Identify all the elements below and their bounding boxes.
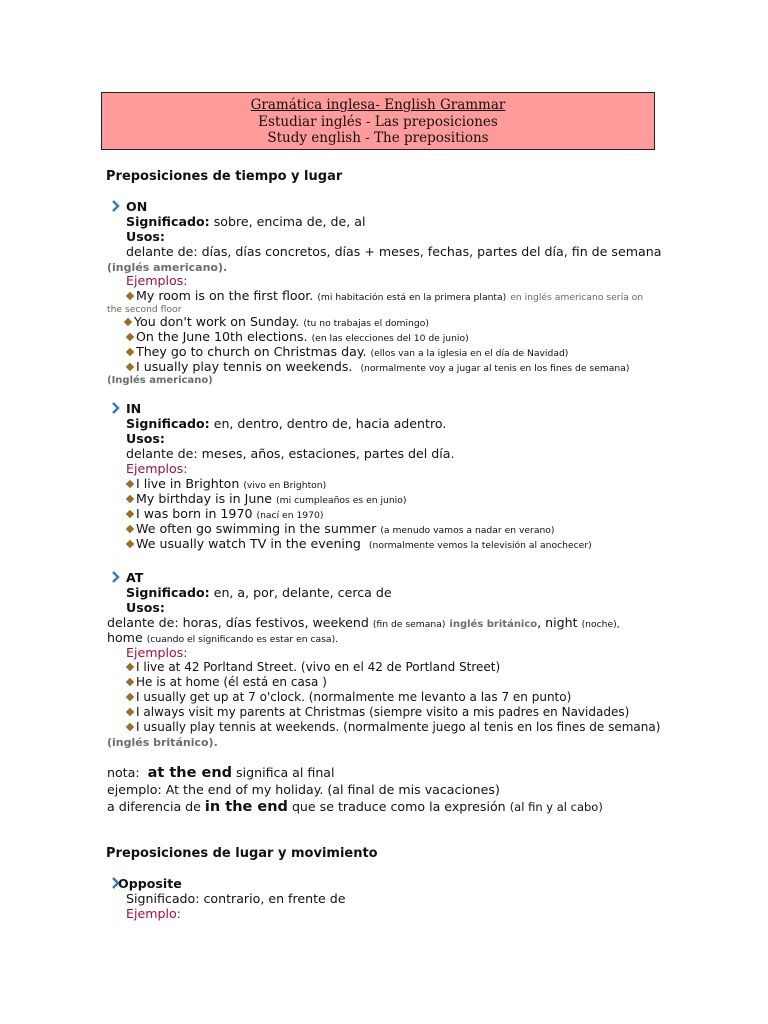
on-usos-text: delante de: días, días concretos, días + meses, fechas, partes del día, fin de semana [126, 244, 662, 259]
at-usos-text: delante de: horas, días festivos, weekend (fin de semana) inglés británico, night (noche), [107, 615, 620, 630]
diamond-bullet-icon [126, 292, 134, 300]
diamond-bullet-icon [126, 693, 134, 701]
at-example-2: He is at home (él está en casa ) [126, 675, 327, 690]
in-example-5: We usually watch TV in the evening (normalmente vemos la televisión al anochecer) [126, 536, 592, 553]
diamond-bullet-icon [126, 540, 134, 548]
in-example-4: We often go swimming in the summer (a menudo vamos a nadar en verano) [126, 521, 555, 538]
diamond-bullet-icon [126, 495, 134, 503]
section-heading-lugar-movimiento: Preposiciones de lugar y movimiento [106, 846, 378, 861]
title-box [101, 92, 655, 150]
at-example-5-note: (inglés británico). [107, 736, 218, 749]
title-line-3: Study english - The prepositions [267, 130, 489, 146]
nota-line-3: a diferencia de in the end que se traduce como la expresión (al fin y al cabo) [107, 799, 603, 815]
on-example-1-note: the second floor [107, 304, 182, 315]
on-example-2: You don't work on Sunday. (tu no trabajas el domingo) [124, 314, 429, 331]
at-heading: AT [126, 570, 144, 585]
diamond-bullet-icon [126, 348, 134, 356]
opposite-significado: Significado: contrario, en frente de [126, 891, 346, 906]
at-usos-text-2: home (cuando el significando es estar en casa). [107, 630, 339, 645]
diamond-bullet-icon [126, 480, 134, 488]
on-example-4: They go to church on Christmas day. (ellos van a la iglesia en el día de Navidad) [126, 344, 568, 361]
diamond-bullet-icon [126, 663, 134, 671]
at-example-4: I always visit my parents at Christmas (siempre visito a mis padres en Navidades) [126, 705, 629, 720]
section-heading-tiempo-lugar: Preposiciones de tiempo y lugar [106, 169, 343, 184]
on-usos-label: Usos: [126, 229, 165, 244]
in-significado: Significado: en, dentro, dentro de, hacia adentro. [126, 416, 447, 431]
at-example-5: I usually play tennis at weekends. (normalmente juego al tenis en los fines de semana) [126, 720, 660, 735]
on-usos-note: (inglés americano). [107, 261, 228, 274]
on-significado: Significado: sobre, encima de, de, al [126, 214, 366, 229]
diamond-bullet-icon [126, 708, 134, 716]
chevron-right-icon [112, 571, 120, 583]
at-ejemplos-label: Ejemplos: [126, 645, 188, 660]
on-heading: ON [126, 199, 148, 214]
diamond-bullet-icon [126, 363, 134, 371]
at-example-3: I usually get up at 7 o'clock. (normalmente me levanto a las 7 en punto) [126, 690, 571, 705]
opposite-heading: Opposite [118, 876, 182, 891]
diamond-bullet-icon [126, 723, 134, 731]
nota-line-1: nota: at the end significa al final [107, 765, 335, 781]
on-example-1: My room is on the first floor. (mi habitación está en la primera planta) en inglés americano sería on [126, 288, 643, 305]
in-usos-label: Usos: [126, 431, 165, 446]
in-usos-text: delante de: meses, años, estaciones, partes del día. [126, 446, 455, 461]
in-heading: IN [126, 401, 142, 416]
chevron-right-icon [112, 200, 120, 212]
diamond-bullet-icon [126, 510, 134, 518]
diamond-bullet-icon [126, 525, 134, 533]
on-example-3: On the June 10th elections. (en las elecciones del 10 de junio) [126, 329, 469, 346]
chevron-right-icon [112, 402, 120, 414]
in-ejemplos-label: Ejemplos: [126, 461, 188, 476]
nota-line-2: ejemplo: At the end of my holiday. (al final de mis vacaciones) [107, 782, 500, 797]
at-example-1: I live at 42 Porltand Street. (vivo en el 42 de Portland Street) [126, 660, 500, 675]
diamond-bullet-icon [126, 678, 134, 686]
title-line-1: Gramática inglesa- English Grammar [250, 97, 506, 113]
in-example-2: My birthday is in June (mi cumpleaños es en junio) [126, 491, 406, 508]
in-example-1: I live in Brighton (vivo en Brighton) [126, 476, 326, 493]
diamond-bullet-icon [126, 333, 134, 341]
title-line-2: Estudiar inglés - Las preposiciones [258, 113, 498, 130]
on-example-5-note: (Inglés americano) [107, 375, 213, 386]
opposite-ejemplo-label: Ejemplo: [126, 906, 181, 921]
at-significado: Significado: en, a, por, delante, cerca de [126, 585, 392, 600]
on-example-5: I usually play tennis on weekends. (normalmente voy a jugar al tenis en los fines de semana) [126, 359, 629, 376]
on-ejemplos-label: Ejemplos: [126, 273, 188, 288]
at-usos-label: Usos: [126, 600, 165, 615]
diamond-bullet-icon [124, 318, 132, 326]
in-example-3: I was born in 1970 (nací en 1970) [126, 506, 323, 523]
